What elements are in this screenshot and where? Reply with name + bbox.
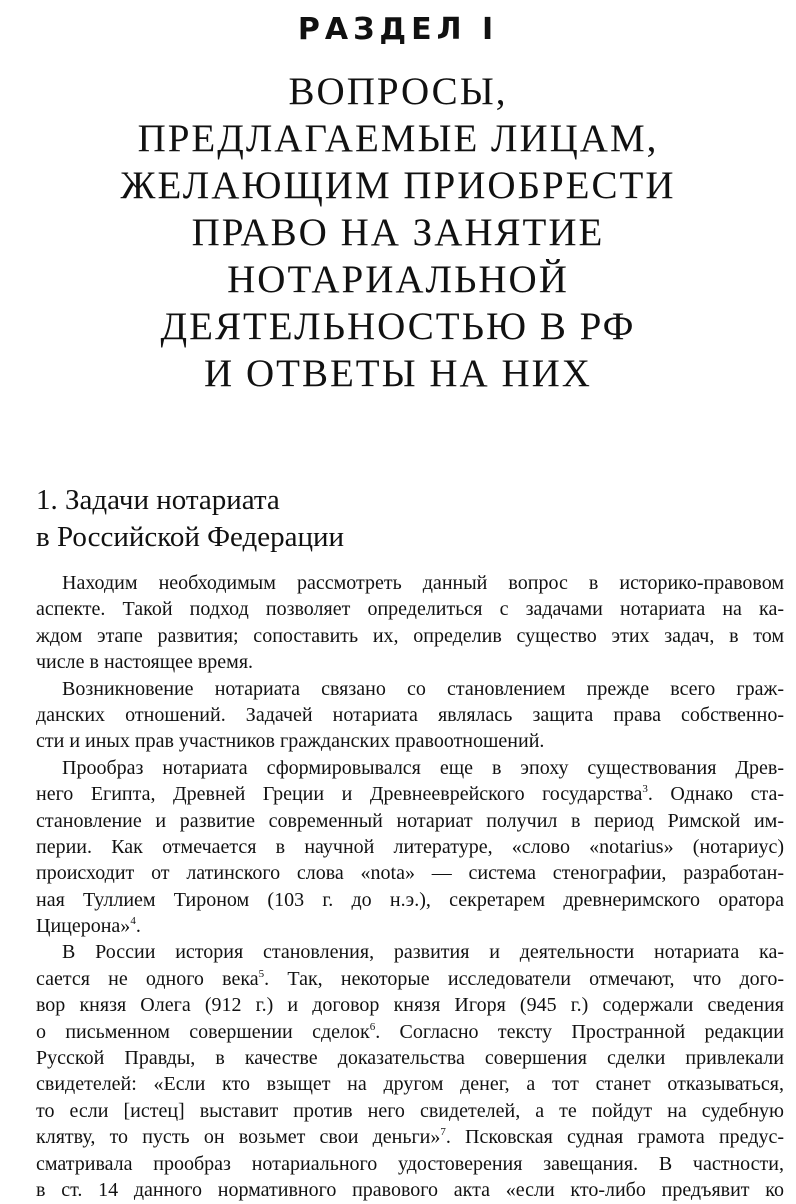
text-line: в ст. 14 данного нормативного правового акта «если кто-либо предъявит ко <box>36 1178 784 1201</box>
text-line: становление и развитие современный нотариат получил в период Римской им- <box>36 809 784 832</box>
text-line: свидетелей: «Если кто взыщет на другом денег, а тот станет отказываться, <box>36 1073 784 1096</box>
text-fragment: . Однако ста- <box>647 783 784 806</box>
chapter-title-line: в Российской Федерации <box>36 521 345 553</box>
paragraph <box>36 570 784 676</box>
main-title-line: ЖЕЛАЮЩИМ ПРИОБРЕСТИ <box>120 164 676 207</box>
text-line: ная Туллием Тироном (103 г. до н.э.), секретарем древнеримского оратора <box>36 888 784 911</box>
text-line: числе в настоящее время. <box>36 651 254 674</box>
main-title-line: ПРЕДЛАГАЕМЫЕ ЛИЦАМ, <box>137 117 659 160</box>
text-line: В России история становления, развития и деятельности нотариата ка- <box>62 941 784 964</box>
text-line <box>36 966 784 992</box>
text-line <box>36 1124 784 1150</box>
text-line: перии. Как отмечается в научной литературе, «слово «notarius» (нотариус) <box>36 835 784 858</box>
text-line: ждом этапе развития; сопоставить их, определив существо этих задач, в том <box>36 624 784 647</box>
paragraph <box>36 676 784 755</box>
text-line: Русской Правды, в качестве доказательства совершения сделки привлекали <box>36 1047 784 1070</box>
main-title-line: И ОТВЕТЫ НА НИХ <box>204 352 592 395</box>
text-line <box>36 781 784 807</box>
main-title <box>0 68 796 397</box>
main-title-line: ВОПРОСЫ, <box>288 70 508 113</box>
body-text <box>36 570 784 1203</box>
text-fragment: . Согласно тексту Пространной редакции <box>375 1020 784 1043</box>
chapter-title-line: 1. Задачи нотариата <box>36 484 280 516</box>
footnote-ref: 3 <box>642 783 648 796</box>
text-line: вор князя Олега (912 г.) и договор князя Игоря (945 г.) содержали сведения <box>36 994 784 1017</box>
text-line: сматривала прообраз нотариального удостоверения завещания. В частности, <box>36 1152 784 1175</box>
text-fragment: . Так, некоторые исследователи отмечают, что дого- <box>264 967 784 990</box>
text-fragment: сается не одного века <box>36 967 259 990</box>
text-fragment: Цицерона» <box>36 915 131 938</box>
text-line <box>36 1019 784 1045</box>
text-line: то если [истец] выставит против него свидетелей, а те пойдут на судебную <box>36 1099 784 1122</box>
text-fragment: клятву, то пусть он возьмет свои деньги» <box>36 1126 441 1149</box>
text-fragment: него Египта, Древней Греции и Древнееврейского государства <box>36 783 643 806</box>
chapter-title <box>36 482 344 556</box>
footnote-ref: 5 <box>258 967 265 980</box>
text-line: Находим необходимым рассмотреть данный вопрос в историко-правовом <box>62 572 784 594</box>
footnote-ref: 7 <box>440 1126 446 1139</box>
text-fragment: о письменном совершении сделок <box>36 1020 370 1043</box>
text-line: данских отношений. Задачей нотариата являлась защита права собственно- <box>36 703 784 726</box>
footnote-ref: 6 <box>369 1020 376 1033</box>
text-line: Возникновение нотариата связано со становлением прежде всего граж- <box>62 677 784 700</box>
text-fragment: . Псковская судная грамота предус- <box>445 1126 784 1149</box>
text-line: происходит от латинского слова «nota» — система стенографии, разработан- <box>36 862 784 885</box>
footnote-ref: 4 <box>130 915 136 928</box>
section-label: РАЗДЕЛ I <box>297 12 499 47</box>
main-title-line: ДЕЯТЕЛЬНОСТЬЮ В РФ <box>160 305 636 348</box>
main-title-line: НОТАРИАЛЬНОЙ <box>227 258 569 301</box>
paragraph <box>36 939 784 1203</box>
text-line: аспекте. Такой подход позволяет определиться с задачами нотариата на ка- <box>36 598 784 621</box>
paragraph <box>36 755 784 940</box>
text-line: Прообраз нотариата сформировывался еще в эпоху существования Древ- <box>62 756 784 779</box>
main-title-line: ПРАВО НА ЗАНЯТИЕ <box>191 211 605 254</box>
text-line: Цицерона»$^4$. <box>36 915 141 938</box>
text-line: сти и иных прав участников гражданских правоотношений. <box>36 730 545 753</box>
